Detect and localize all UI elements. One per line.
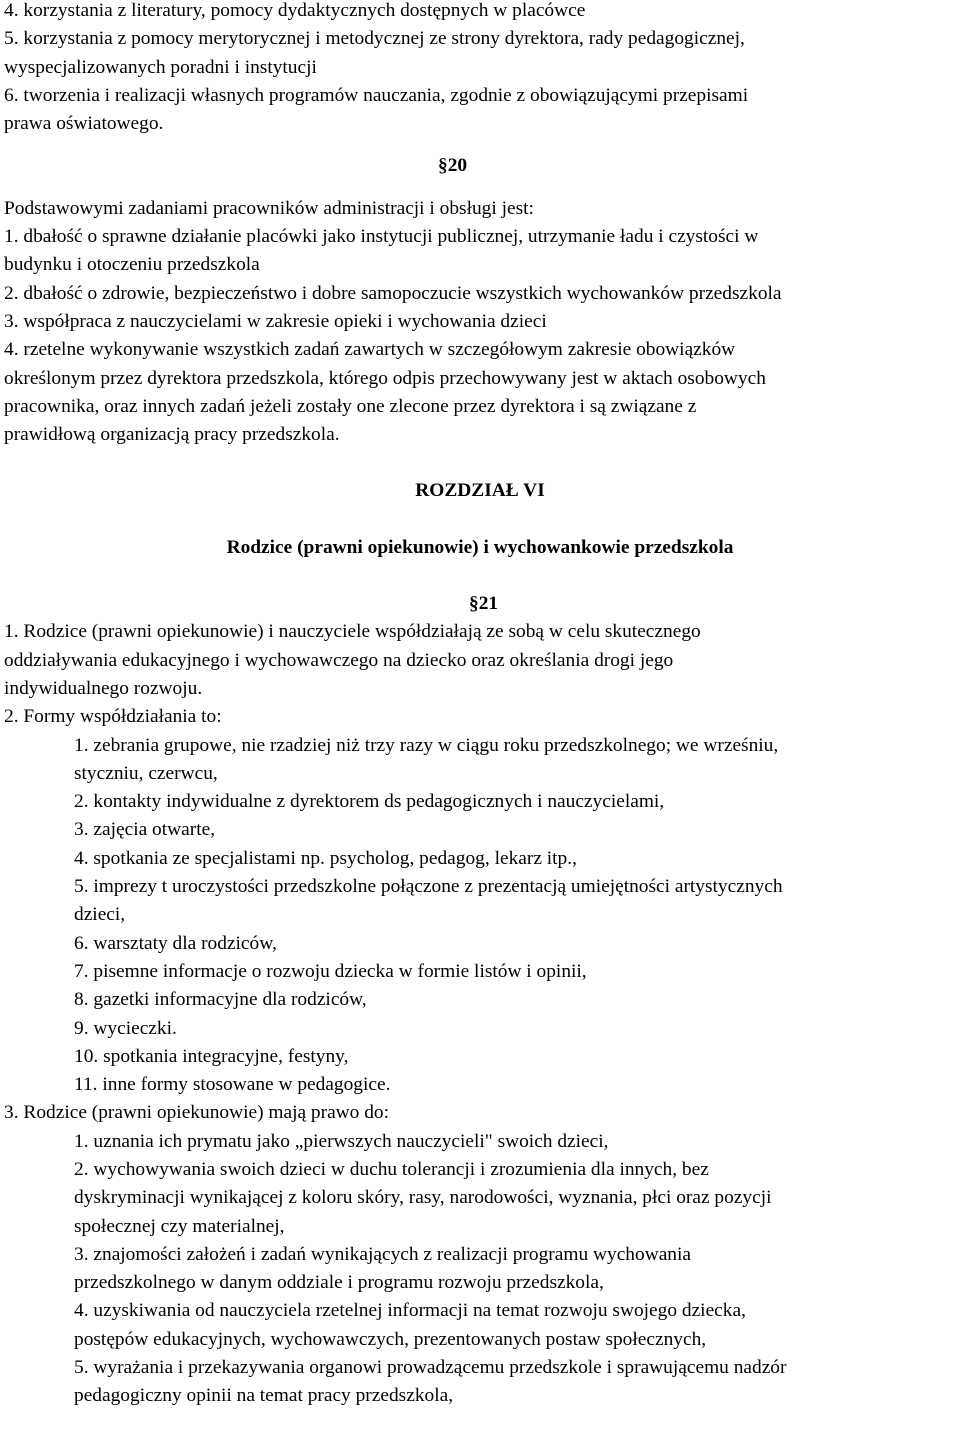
list-item: prawidłową organizacją pracy przedszkola. xyxy=(4,424,340,446)
section-sign-icon: § xyxy=(438,155,448,177)
list-item: 8. gazetki informacyjne dla rodziców, xyxy=(74,989,367,1011)
list-item: dzieci, xyxy=(74,904,126,926)
forms-intro: 2. Formy współdziałania to: xyxy=(4,706,222,728)
list-item: 3. współpraca z nauczycielami w zakresie opieki i wychowania dzieci xyxy=(4,310,547,332)
document-page xyxy=(4,0,956,1411)
list-item: budynku i otoczeniu przedszkola xyxy=(4,254,260,276)
forms-list xyxy=(4,732,956,1100)
list-item: 6. tworzenia i realizacji własnych programów nauczania, zgodnie z obowiązującymi przepisami xyxy=(4,84,749,106)
list-item: pracownika, oraz innych zadań jeżeli zostały one zlecone przez dyrektora i są związane z xyxy=(4,395,697,417)
paragraph-line: oddziaływania edukacyjnego i wychowawczego na dziecko oraz określania drogi jego xyxy=(4,649,674,671)
list-item: 4. spotkania ze specjalistami np. psycholog, pedagog, lekarz itp., xyxy=(74,847,577,869)
list-item: dyskryminacji wynikającej z koloru skóry, rasy, narodowości, wyznania, płci oraz pozycji xyxy=(74,1187,772,1209)
list-item: 10. spotkania integracyjne, festyny, xyxy=(74,1045,349,1067)
list-item: 6. warsztaty dla rodziców, xyxy=(74,932,277,954)
list-item: 1. dbałość o sprawne działanie placówki jako instytucji publicznej, utrzymanie ładu i czystości w xyxy=(4,226,759,248)
rights-intro: 3. Rodzice (prawni opiekunowie) mają prawo do: xyxy=(4,1102,390,1124)
list-item: wyspecjalizowanych poradni i instytucji xyxy=(4,56,317,78)
list-item: 9. wycieczki. xyxy=(74,1017,177,1039)
section-20-mark: §20 xyxy=(438,155,468,177)
list-item: 4. korzystania z literatury, pomocy dydaktycznych dostępnych w placówce xyxy=(4,0,586,21)
list-item: 5. imprezy t uroczystości przedszkolne połączone z prezentacją umiejętności artystycznych xyxy=(74,876,783,898)
section-21-mark: §21 xyxy=(469,593,499,615)
list-item: 3. znajomości założeń i zadań wynikających z realizacji programu wychowania xyxy=(74,1243,691,1265)
list-item: 11. inne formy stosowane w pedagogice. xyxy=(74,1074,391,1096)
list-item: 5. korzystania z pomocy merytorycznej i metodycznej ze strony dyrektora, rady pedagogicznej, xyxy=(4,28,745,50)
list-item: pedagogiczny opinii na temat pracy przedszkola, xyxy=(74,1385,454,1407)
chapter-title: ROZDZIAŁ VI xyxy=(415,480,545,502)
section-20-intro: Podstawowymi zadaniami pracowników administracji i obsługi jest: xyxy=(4,197,534,219)
paragraph-line: indywidualnego rozwoju. xyxy=(4,677,203,699)
rights-list xyxy=(4,1128,956,1411)
list-item: przedszkolnego w danym oddziale i programu rozwoju przedszkola, xyxy=(74,1272,604,1294)
list-item: 1. uznania ich prymatu jako „pierwszych nauczycieli" swoich dzieci, xyxy=(74,1130,609,1152)
chapter-subtitle: Rodzice (prawni opiekunowie) i wychowankowie przedszkola xyxy=(226,536,734,558)
list-item: 4. rzetelne wykonywanie wszystkich zadań zawartych w szczegółowym zakresie obowiązków xyxy=(4,339,736,361)
section-20-body xyxy=(4,195,956,450)
list-item: 1. zebrania grupowe, nie rzadziej niż trzy razy w ciągu roku przedszkolnego; we wrześniu, xyxy=(74,734,779,756)
list-item: prawa oświatowego. xyxy=(4,113,164,135)
list-item: społecznej czy materialnej, xyxy=(74,1215,285,1237)
intro-list xyxy=(4,0,956,138)
list-item: styczniu, czerwcu, xyxy=(74,762,218,784)
section-21-body xyxy=(4,618,956,1410)
list-item: 4. uzyskiwania od nauczyciela rzetelnej informacji na temat rozwoju swojego dziecka, xyxy=(74,1300,746,1322)
list-item: 2. wychowywania swoich dzieci w duchu tolerancji i zrozumienia dla innych, bez xyxy=(74,1158,709,1180)
list-item: 2. kontakty indywidualne z dyrektorem ds pedagogicznych i nauczycielami, xyxy=(74,791,665,813)
paragraph-line: 1. Rodzice (prawni opiekunowie) i nauczyciele współdziałają ze sobą w celu skutecznego xyxy=(4,621,701,643)
list-item: 3. zajęcia otwarte, xyxy=(74,819,216,841)
list-item: określonym przez dyrektora przedszkola, którego odpis przechowywany jest w aktach osobowych xyxy=(4,367,766,389)
section-sign-icon: § xyxy=(469,593,479,615)
list-item: 2. dbałość o zdrowie, bezpieczeństwo i dobre samopoczucie wszystkich wychowanków przedszkola xyxy=(4,282,782,304)
list-item: 7. pisemne informacje o rozwoju dziecka w formie listów i opinii, xyxy=(74,960,587,982)
list-item: postępów edukacyjnych, wychowawczych, prezentowanych postaw społecznych, xyxy=(74,1328,707,1350)
list-item: 5. wyrażania i przekazywania organowi prowadzącemu przedszkole i sprawującemu nadzór xyxy=(74,1357,787,1379)
